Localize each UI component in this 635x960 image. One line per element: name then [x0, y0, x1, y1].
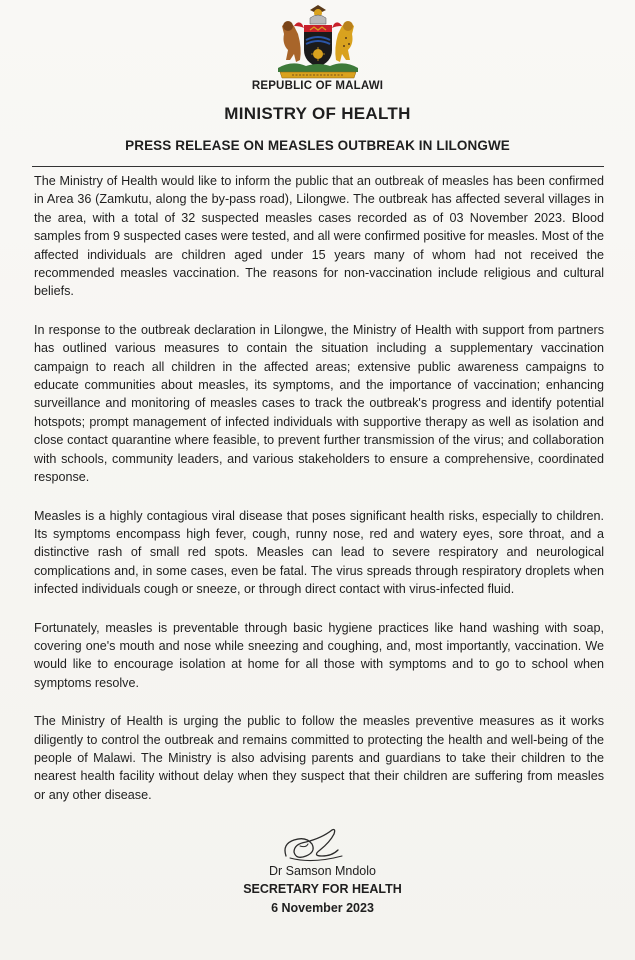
paragraph-public-advisory: The Ministry of Health is urging the public to follow the measles preventive measures as it works diligently to control the outbreak and remains committed to protecting the health and well-being of the people of Malawi. The Ministry is also advising parents and guardians to take their children to the nearest health facility without delay when they suspect that their children are suffering from measles or any other disease. — [34, 714, 604, 802]
ministry-heading: MINISTRY OF HEALTH — [224, 104, 411, 123]
signatory-title: SECRETARY FOR HEALTH — [243, 882, 402, 896]
paragraph-disease-description: Measles is a highly contagious viral disease that poses significant health risks, especially to children. Its symptoms encompass high fever, cough, runny nose, red and watery eyes, sore throat, and a distinctive rash of small red spots. Measles can lead to severe respiratory and neurological complications and, in some cases, even be fatal. The virus spreads through respiratory droplets when infected individuals cough or sneeze, or through direct contact with virus-infected fluid. — [34, 508, 604, 597]
paragraph-response-measures: In response to the outbreak declaration in Lilongwe, the Ministry of Health with support from partners has outlined various measures to contain the situation including a supplementary vaccination campaign to reach all children in the affected areas; extensive public awareness campaigns to educate communities about measles, its symptoms, and the importance of vaccination; enhancing surveillance and monitoring of measles cases to track the outbreak's progress and identify potential hotspots; prompt management of infected individuals with supportive therapy as well as isolation and close contact quarantine where feasible, to prevent further transmission of the virus; and collaboration with schools, community leaders, and various stakeholders to ensure a comprehensive, coordinated response. — [34, 322, 604, 485]
paragraph-prevention: Fortunately, measles is preventable through basic hygiene practices like hand washing with soap, covering one's mouth and nose while sneezing and coughing, and, most importantly, vaccination. We would like to encourage isolation at home for all those with symptoms and to go to school when symptoms resolve. — [34, 620, 604, 690]
coat-of-arms-icon — [272, 4, 364, 80]
release-date: 6 November 2023 — [271, 901, 374, 915]
republic-heading: REPUBLIC OF MALAWI — [251, 80, 384, 92]
press-release-title: PRESS RELEASE ON MEASLES OUTBREAK IN LILONGWE — [125, 138, 510, 153]
paragraph-outbreak-confirmation: The Ministry of Health would like to inform the public that an outbreak of measles has been confirmed in Area 36 (Zamkutu, along the by-pass road), Lilongwe. The outbreak has affected several villages in the area, with a total of 32 suspected measles cases recorded as of 03 November 2023. Blood samples from 9 suspected cases were tested, and all were confirmed positive for measles. Most of the affected individuals are children aged under 15 years many of whom had not received the recommended measles vaccination. The reasons for non-vaccination include religious and cultural beliefs. — [34, 174, 604, 299]
header-divider — [32, 166, 604, 167]
press-release-body — [34, 172, 604, 824]
signature-icon — [272, 822, 352, 868]
signatory-name: Dr Samson Mndolo — [269, 864, 376, 878]
